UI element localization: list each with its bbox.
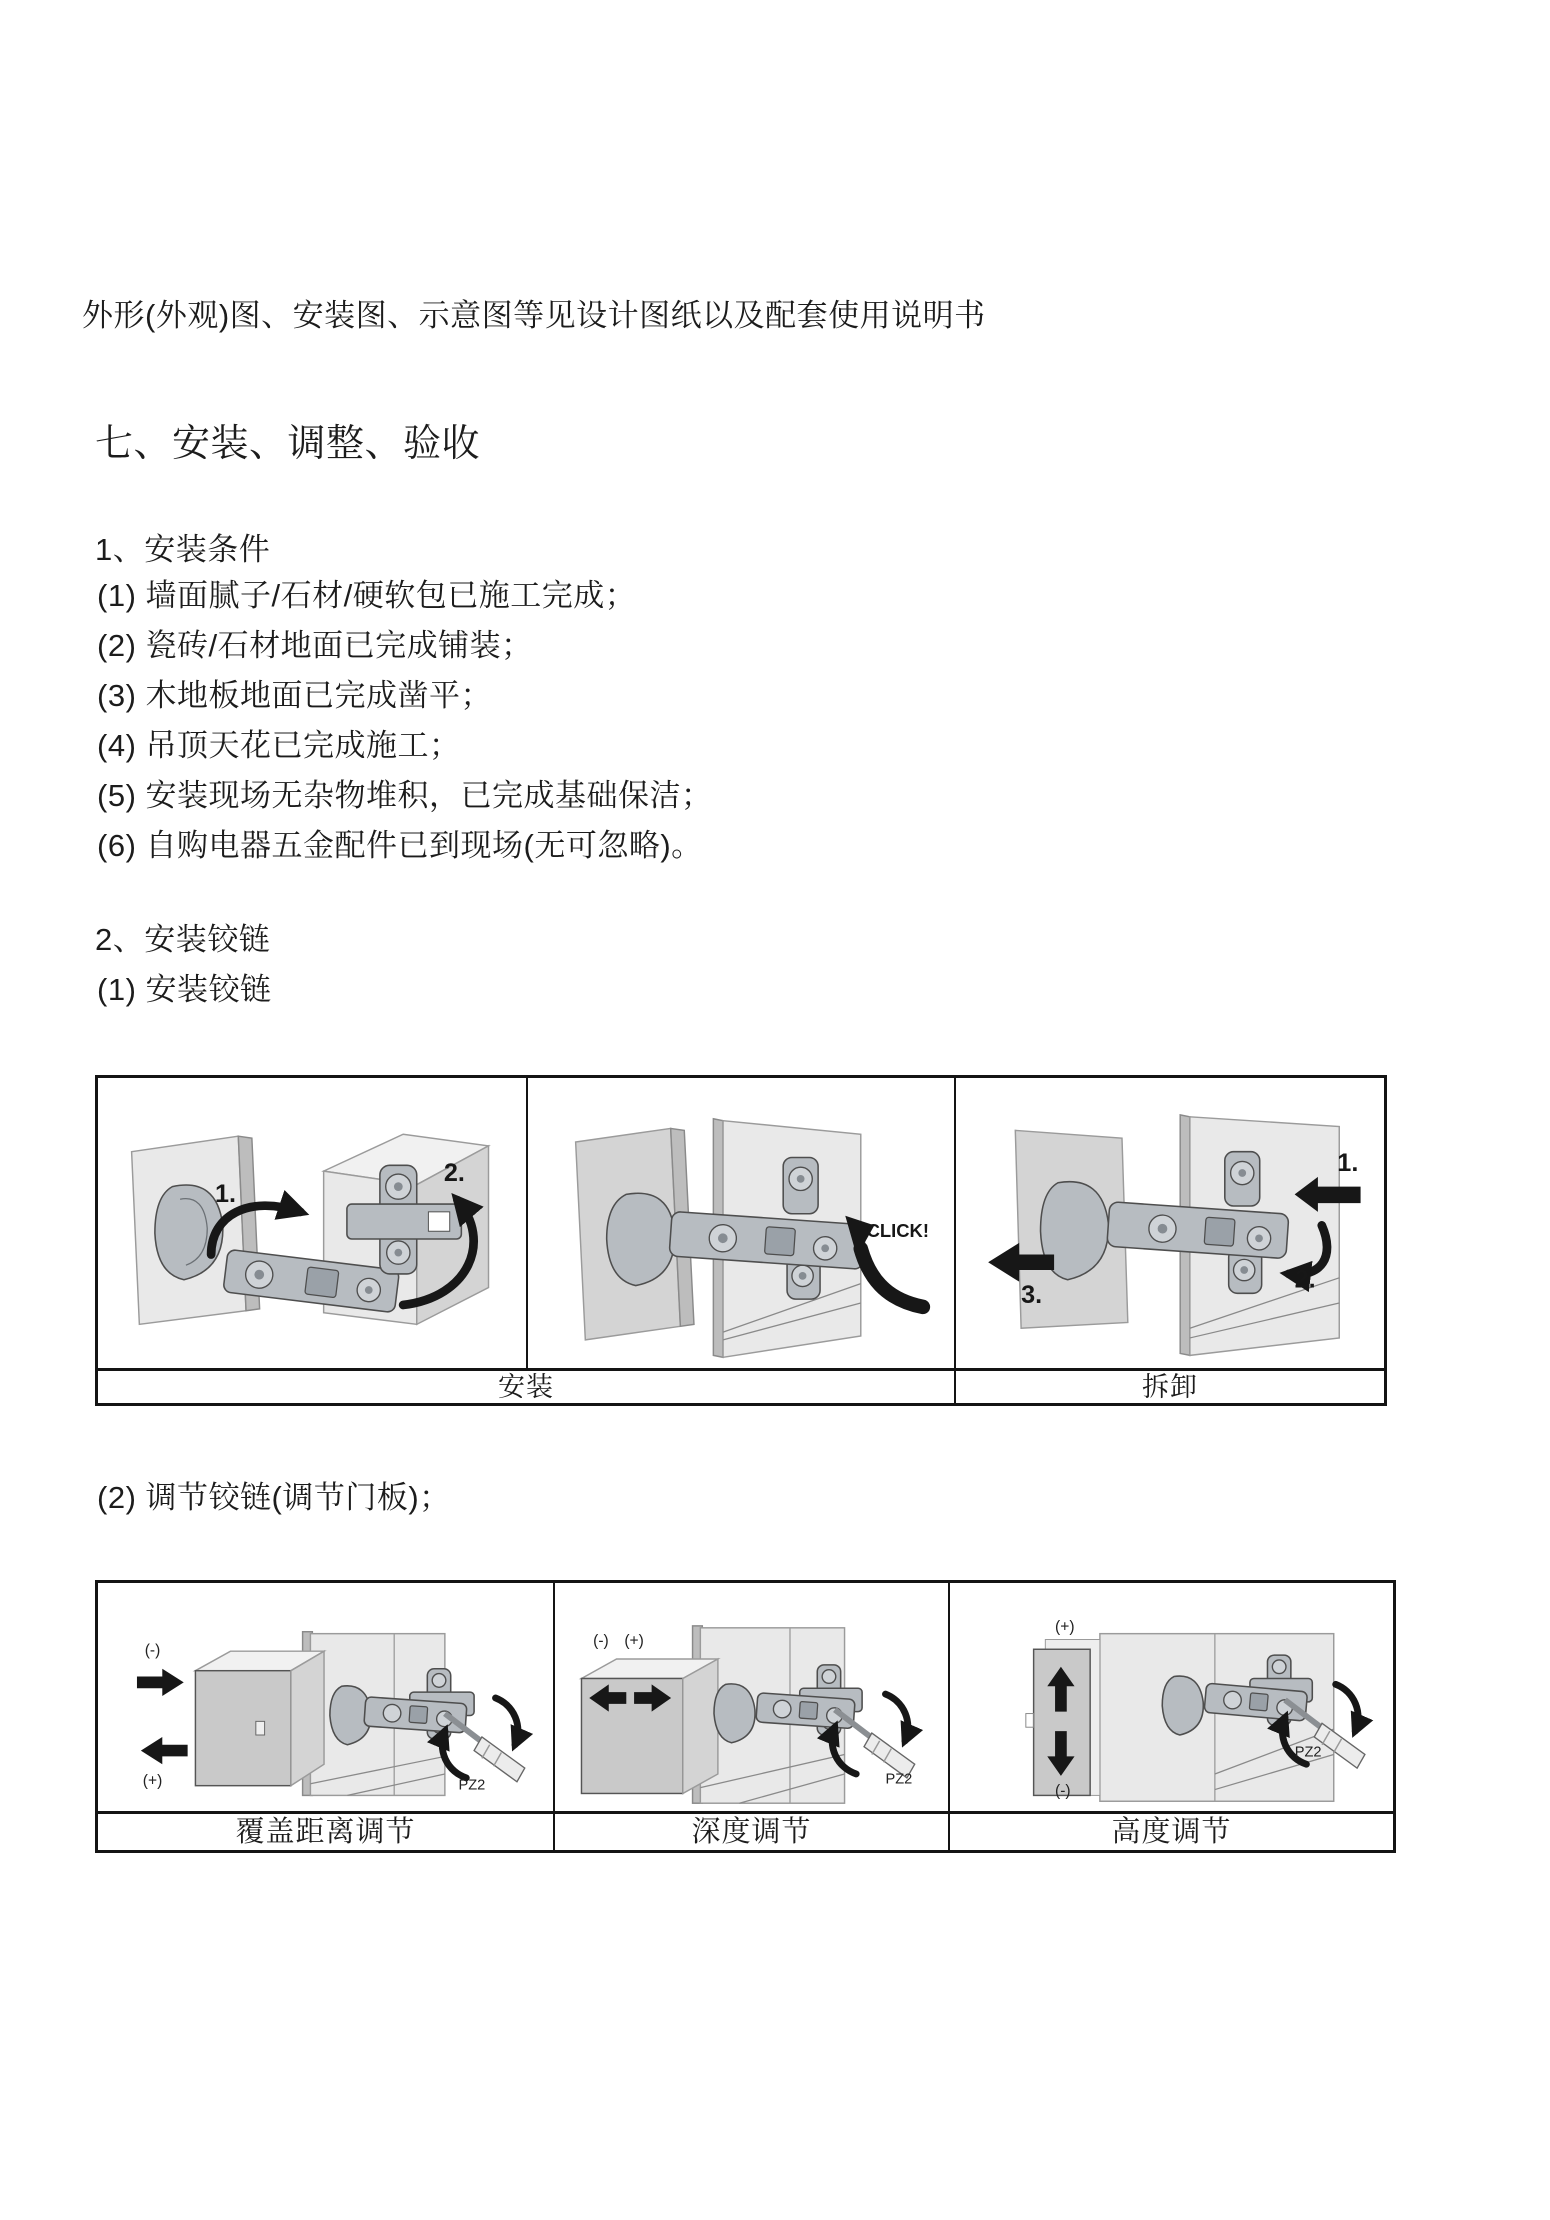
- figure2-label-height: 高度调节: [1111, 1816, 1232, 1848]
- figure2-label-overlay: 覆盖距离调节: [98, 1814, 555, 1850]
- figure-cell-detach-step: [956, 1078, 1384, 1368]
- click-annotation: CLICK!: [866, 1220, 929, 1242]
- intro-text: 外形(外观)图、安装图、示意图等见设计图纸以及配套使用说明书: [82, 298, 986, 333]
- plus-annotation: (+): [142, 1772, 163, 1790]
- step1-annotation: 1.: [1337, 1149, 1359, 1178]
- figure-cell-depth-adjust: [555, 1583, 950, 1811]
- height-adjust-illustration: [950, 1583, 1393, 1811]
- figure-cell-height-adjust: [950, 1583, 1393, 1811]
- section-title: 七、安装、调整、验收: [95, 423, 481, 465]
- hinge-detach-illustration: [956, 1078, 1384, 1368]
- install-conditions-title: 1、安装条件: [95, 532, 271, 567]
- rotate-arrow-icon: [442, 1731, 466, 1778]
- figure2-label-row: [98, 1811, 1393, 1850]
- hinge-click-illustration: [528, 1078, 954, 1368]
- minus-annotation: (-): [144, 1642, 161, 1660]
- bit-annotation: PZ2: [1294, 1744, 1322, 1761]
- minus-direction-arrow-icon: [137, 1669, 184, 1696]
- hinge-step1-title: (1) 安装铰链: [97, 972, 272, 1007]
- hinge-arm: [364, 1697, 467, 1733]
- plus-annotation: (+): [624, 1632, 644, 1650]
- hinge-install-figure: [95, 1075, 1387, 1406]
- plus-direction-arrow-icon: [141, 1737, 188, 1764]
- hinge-cup-wing: [1162, 1676, 1203, 1735]
- figure1-label-row: [98, 1368, 1384, 1403]
- figure-cell-install-step: [98, 1078, 528, 1368]
- plus-annotation: (+): [1055, 1618, 1075, 1636]
- figure1-label-install: 安装: [98, 1371, 956, 1403]
- rotate-arrow-icon: [885, 1694, 907, 1741]
- step2-annotation: 2.: [443, 1158, 465, 1187]
- step3-annotation: 3.: [1021, 1281, 1043, 1310]
- bit-annotation: PZ2: [885, 1771, 913, 1788]
- figure1-label-detach: 拆卸: [1142, 1372, 1198, 1402]
- hinge-section-title: 2、安装铰链: [95, 922, 271, 957]
- cabinet-door-box: [581, 1659, 717, 1793]
- rotate-arrow-icon: [1336, 1684, 1358, 1731]
- depth-adjust-illustration: [555, 1583, 948, 1811]
- step1-annotation: 1.: [215, 1180, 237, 1209]
- cabinet-door-box: [195, 1651, 324, 1785]
- step2-annotation: 2.: [1294, 1265, 1316, 1294]
- hinge-adjust-figure: [95, 1580, 1396, 1853]
- minus-annotation: (-): [1055, 1782, 1071, 1800]
- condition-item-1: (1) 墙面腻子/石材/硬软包已施工完成；: [97, 578, 637, 613]
- figure-cell-overlay-adjust: [98, 1583, 555, 1811]
- figure-cell-click-step: [528, 1078, 956, 1368]
- hinge-step2-title: (2) 调节铰链(调节门板)；: [97, 1480, 451, 1515]
- condition-item-6: (6) 自购电器五金配件已到现场(无可忽略)。: [97, 828, 703, 863]
- overlay-adjust-illustration: [98, 1583, 553, 1811]
- figure2-label-depth: 深度调节: [555, 1814, 950, 1850]
- condition-item-3: (3) 木地板地面已完成凿平；: [97, 678, 492, 713]
- minus-annotation: (-): [593, 1632, 609, 1650]
- condition-item-5: (5) 安装现场无杂物堆积，已完成基础保洁；: [97, 778, 713, 813]
- hinge-attach-illustration: [98, 1078, 526, 1368]
- rotate-arrow-icon: [496, 1698, 518, 1745]
- hinge-cup-wing: [714, 1684, 755, 1743]
- condition-item-2: (2) 瓷砖/石材地面已完成铺装；: [97, 628, 533, 663]
- bit-annotation: PZ2: [458, 1777, 486, 1794]
- condition-item-4: (4) 吊顶天花已完成施工；: [97, 728, 461, 763]
